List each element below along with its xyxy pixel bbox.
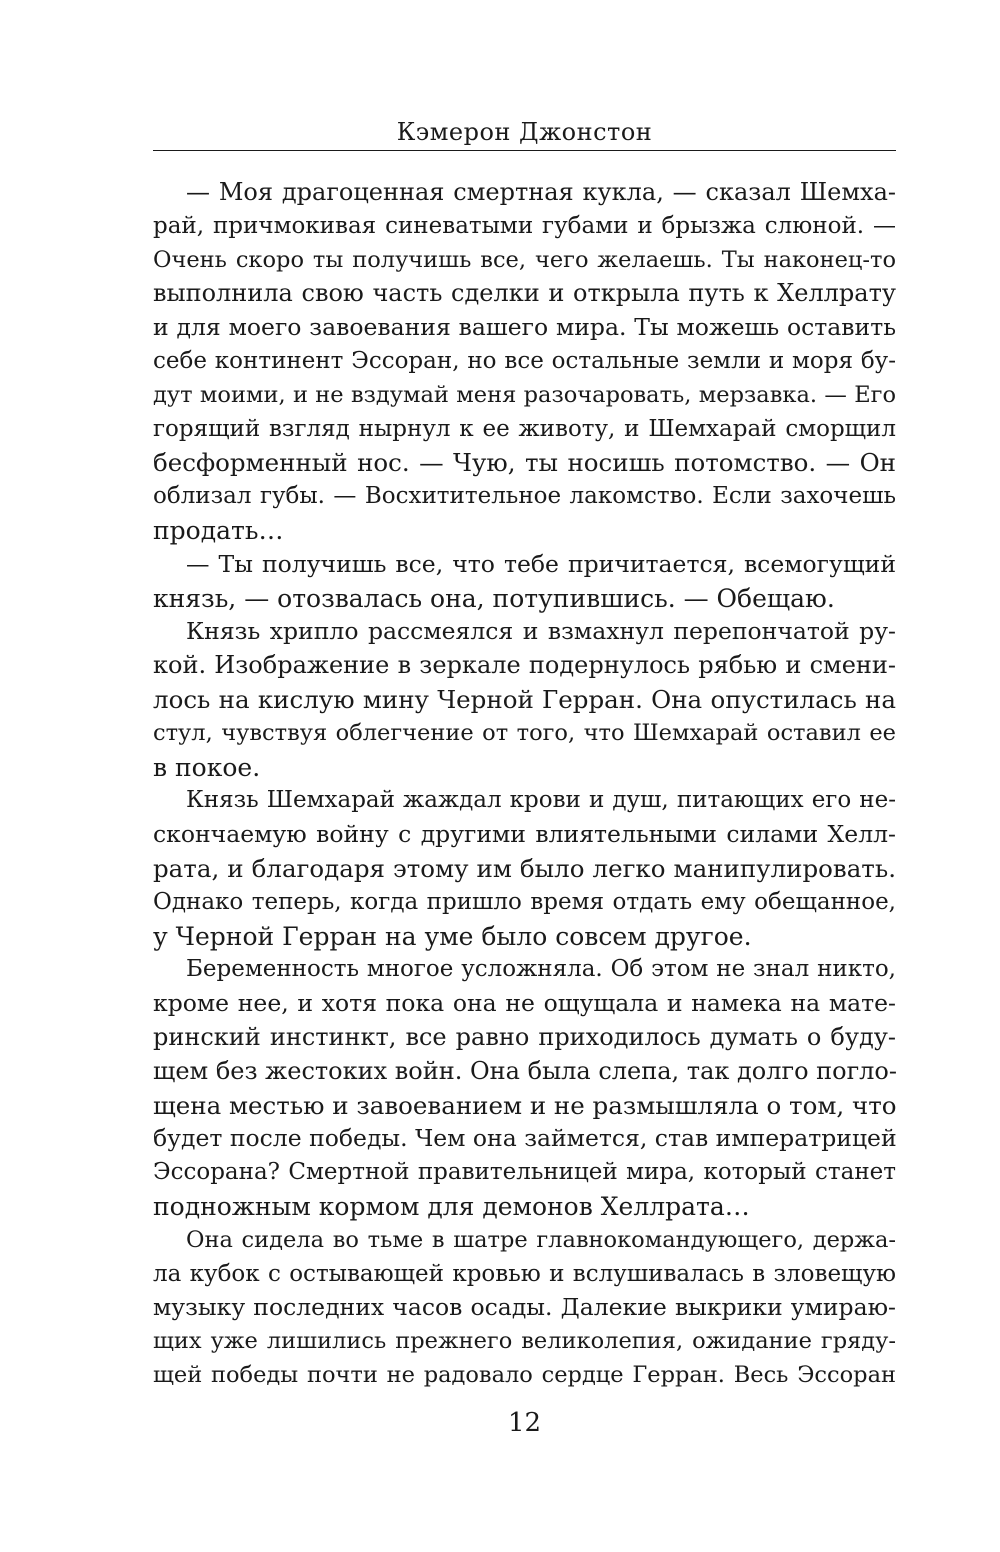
body-text: [153, 176, 896, 1393]
text-line: скончаемую войну с другими влиятельными силами Хелл-: [153, 820, 896, 849]
page-number: 12: [507, 1408, 542, 1438]
text-line: щена местью и завоеванием и не размышляла о том, что: [153, 1090, 897, 1120]
text-line: будет после победы. Чем она займется, став императрицей: [153, 1124, 897, 1153]
text-line: у Черной Герран на уме было совсем другое.: [153, 921, 752, 951]
text-line: в покое.: [153, 752, 261, 782]
text-line: кой. Изображение в зеркале подернулось рябью и смени-: [153, 651, 896, 680]
text-line: кроме нее, и хотя пока она не ощущала и намека на мате-: [153, 989, 896, 1018]
text-line: Эссорана? Смертной правительницей мира, который станет: [153, 1159, 896, 1186]
text-line: Она сидела во тьме в шатре главнокомандующего, держа-: [186, 1226, 896, 1253]
text-line: дут моими, и не вздумай меня разочаровать, мерзавка. — Его: [153, 381, 896, 408]
text-line: Князь Шемхарай жаждал крови и душ, питающих его не-: [186, 787, 896, 814]
text-line: щем без жестоких войн. Она была слепа, так долго погло-: [153, 1056, 897, 1085]
text-line: стул, чувствуя облегчение от того, что Шемхарай оставил ее: [153, 719, 896, 746]
text-line: рата, и благодаря этому им было легко манипулировать.: [153, 853, 896, 883]
text-line: продать…: [153, 515, 284, 545]
text-line: рай, причмокивая синеватыми губами и брызжа слюной. —: [153, 212, 896, 239]
text-line: — Ты получишь все, что тебе причитается, всемогущий: [186, 549, 896, 578]
text-line: выполнила свою часть сделки и открыла путь к Хеллрату: [153, 279, 896, 308]
text-line: облизал губы. — Восхитительное лакомство. Если захочешь: [153, 483, 896, 510]
text-line: князь, — отозвалась она, потупившись. — Обещаю.: [153, 583, 835, 613]
book-page: [153, 0, 896, 1552]
text-line: себе континент Эссоран, но все остальные земли и моря бу-: [153, 347, 896, 374]
text-line: Очень скоро ты получишь все, чего желаешь. Ты наконец-то: [153, 246, 896, 273]
text-line: Беременность многое усложняла. Об этом не знал никто,: [186, 956, 896, 983]
text-line: бесформенный нос. — Чую, ты носишь потомство. — Он: [153, 448, 896, 478]
text-line: Князь хрипло рассмеялся и взмахнул перепончатой ру-: [186, 617, 896, 646]
text-line: горящий взгляд нырнул к ее животу, и Шемхарай сморщил: [153, 415, 896, 442]
text-line: лось на кислую мину Черной Герран. Она опустилась на: [153, 684, 896, 714]
text-line: щей победы почти не радовало сердце Герран. Весь Эссоран: [153, 1361, 896, 1388]
text-line: Однако теперь, когда пришло время отдать ему обещанное,: [153, 888, 896, 915]
running-head: Кэмерон Джонстон: [396, 118, 653, 146]
text-line: ла кубок с остывающей кровью и вслушивалась в зловещую: [153, 1260, 896, 1287]
text-line: — Моя драгоценная смертная кукла, — сказал Шемха-: [186, 178, 896, 206]
text-line: и для моего завоевания вашего мира. Ты можешь оставить: [153, 313, 896, 342]
header-rule: [153, 150, 896, 151]
text-line: щих уже лишились прежнего великолепия, ожидание гряду-: [153, 1328, 896, 1355]
text-line: ринский инстинкт, все равно приходилось думать о буду-: [153, 1022, 896, 1051]
text-line: музыку последних часов осады. Далекие выкрики умираю-: [153, 1293, 896, 1322]
text-line: подножным кормом для демонов Хеллрата…: [153, 1191, 750, 1221]
